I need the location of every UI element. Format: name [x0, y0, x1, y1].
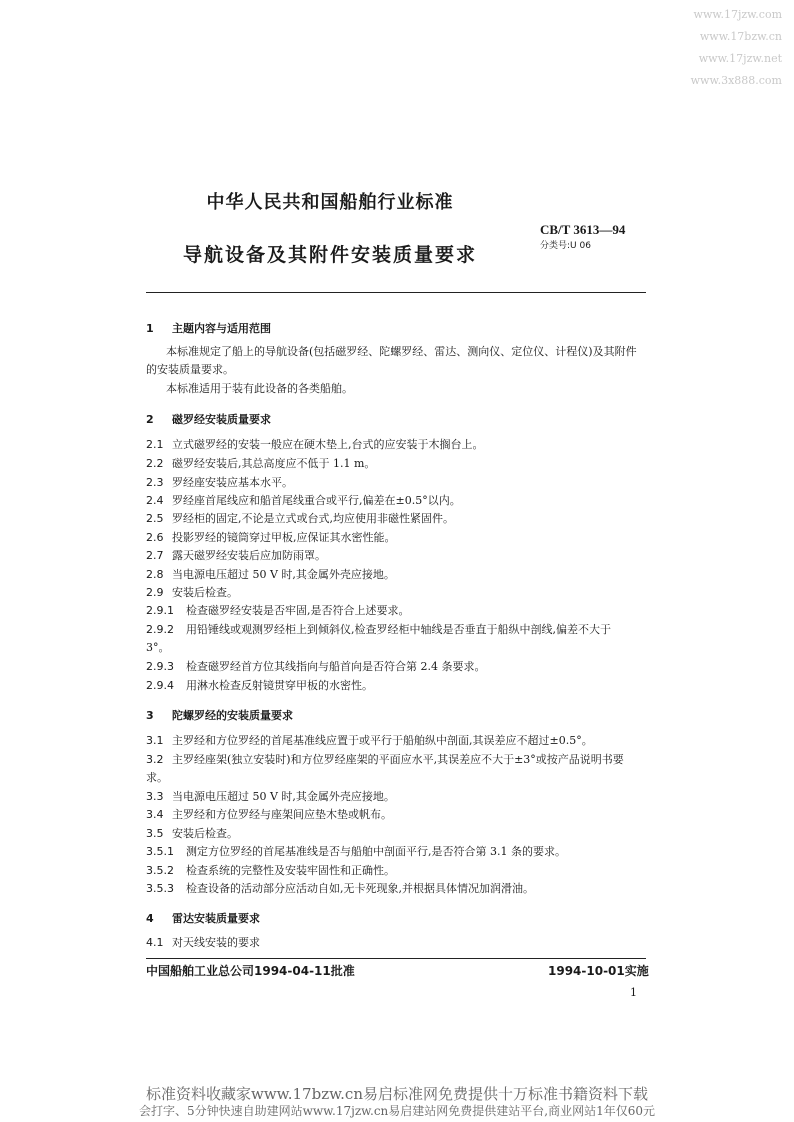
- site-banner-line: 会打字、5分钟快速自助建网站www.17jzw.cn易启建站网免费提供建站平台,商业网站1年仅60元: [139, 1104, 655, 1118]
- watermark-url: www.17jzw.net: [698, 52, 782, 65]
- clause-item: 3.1 主罗经和方位罗经的首尾基准线应置于或平行于船舶纵中剖面,其误差应不超过±0.5°。: [146, 734, 593, 747]
- page-number: 1: [630, 986, 637, 999]
- issuing-organization: 中华人民共和国船舶行业标准: [206, 192, 454, 213]
- clause-item: 4.1 对天线安装的要求: [146, 936, 260, 949]
- clause-item: 3.5.1 测定方位罗经的首尾基准线是否与船舶中剖面平行,是否符合第 3.1 条的要求。: [146, 845, 566, 858]
- clause-item: 3.5.2 检查系统的完整性及安装牢固性和正确性。: [146, 864, 395, 877]
- footer-divider: [146, 958, 646, 959]
- clause-continuation: 3°。: [146, 641, 170, 654]
- clause-item: 2.9.4 用淋水检查反射镜贯穿甲板的水密性。: [146, 679, 373, 692]
- clause-continuation: 求。: [146, 771, 168, 784]
- watermark-url: www.3x888.com: [690, 74, 782, 87]
- header-divider: [146, 292, 646, 293]
- clause-item: 3.2 主罗经座架(独立安装时)和方位罗经座架的平面应水平,其误差应不大于±3°或按产品说明书要: [146, 753, 624, 766]
- watermark-url: www.17bzw.cn: [699, 30, 782, 43]
- clause-item: 2.2 磁罗经安装后,其总高度应不低于 1.1 m。: [146, 457, 376, 470]
- clause-item: 2.7 露天磁罗经安装后应加防雨罩。: [146, 549, 326, 562]
- clause-item: 3.5.3 检查设备的活动部分应活动自如,无卡死现象,并根据具体情况加润滑油。: [146, 882, 534, 895]
- clause-item: 2.4 罗经座首尾线应和船首尾线重合或平行,偏差在±0.5°以内。: [146, 494, 461, 507]
- section-heading: 3 陀螺罗经的安装质量要求: [146, 709, 293, 722]
- document-title: 导航设备及其附件安装质量要求: [182, 244, 477, 266]
- standard-number: CB/T 3613—94: [540, 222, 626, 237]
- site-banner-line: 标准资料收藏家www.17bzw.cn易启标准网免费提供十万标准书籍资料下载: [146, 1085, 648, 1103]
- clause-item: 2.5 罗经柜的固定,不论是立式或台式,均应使用非磁性紧固件。: [146, 512, 454, 525]
- approval-date: 中国船舶工业总公司1994-04-11批准: [146, 964, 355, 978]
- clause-item: 2.1 立式磁罗经的安装一般应在硬木垫上,台式的应安装于木搁台上。: [146, 438, 484, 451]
- section-heading: 4 雷达安装质量要求: [146, 912, 260, 925]
- classification-number: 分类号:U 06: [540, 241, 591, 251]
- clause-item: 2.9 安装后检查。: [146, 586, 238, 599]
- section-heading: 1 主题内容与适用范围: [146, 322, 271, 335]
- paragraph: 本标准规定了船上的导航设备(包括磁罗经、陀螺罗经、雷达、测向仪、定位仪、计程仪)及其附件的安装质量要求。: [146, 345, 637, 376]
- watermark-url: www.17jzw.com: [693, 8, 782, 21]
- clause-item: 2.9.1 检查磁罗经安装是否牢固,是否符合上述要求。: [146, 604, 410, 617]
- clause-item: 3.5 安装后检查。: [146, 827, 238, 840]
- paragraph: 本标准适用于装有此设备的各类船舶。: [166, 382, 353, 395]
- clause-item: 2.3 罗经座安装应基本水平。: [146, 476, 293, 489]
- clause-item: 3.4 主罗经和方位罗经与座架间应垫木垫或帆布。: [146, 808, 392, 821]
- clause-item: 2.6 投影罗经的镜筒穿过甲板,应保证其水密性能。: [146, 531, 396, 544]
- clause-item: 2.9.3 检查磁罗经首方位其线指向与船首向是否符合第 2.4 条要求。: [146, 660, 486, 673]
- clause-item: 2.9.2 用铅锤线或观测罗经柜上到倾斜仪,检查罗经柜中轴线是否垂直于船纵中剖线,偏差不大于: [146, 623, 611, 636]
- clause-item: 2.8 当电源电压超过 50 V 时,其金属外壳应接地。: [146, 568, 395, 581]
- implementation-date: 1994-10-01实施: [548, 964, 649, 978]
- section-heading: 2 磁罗经安装质量要求: [146, 413, 271, 426]
- clause-item: 3.3 当电源电压超过 50 V 时,其金属外壳应接地。: [146, 790, 395, 803]
